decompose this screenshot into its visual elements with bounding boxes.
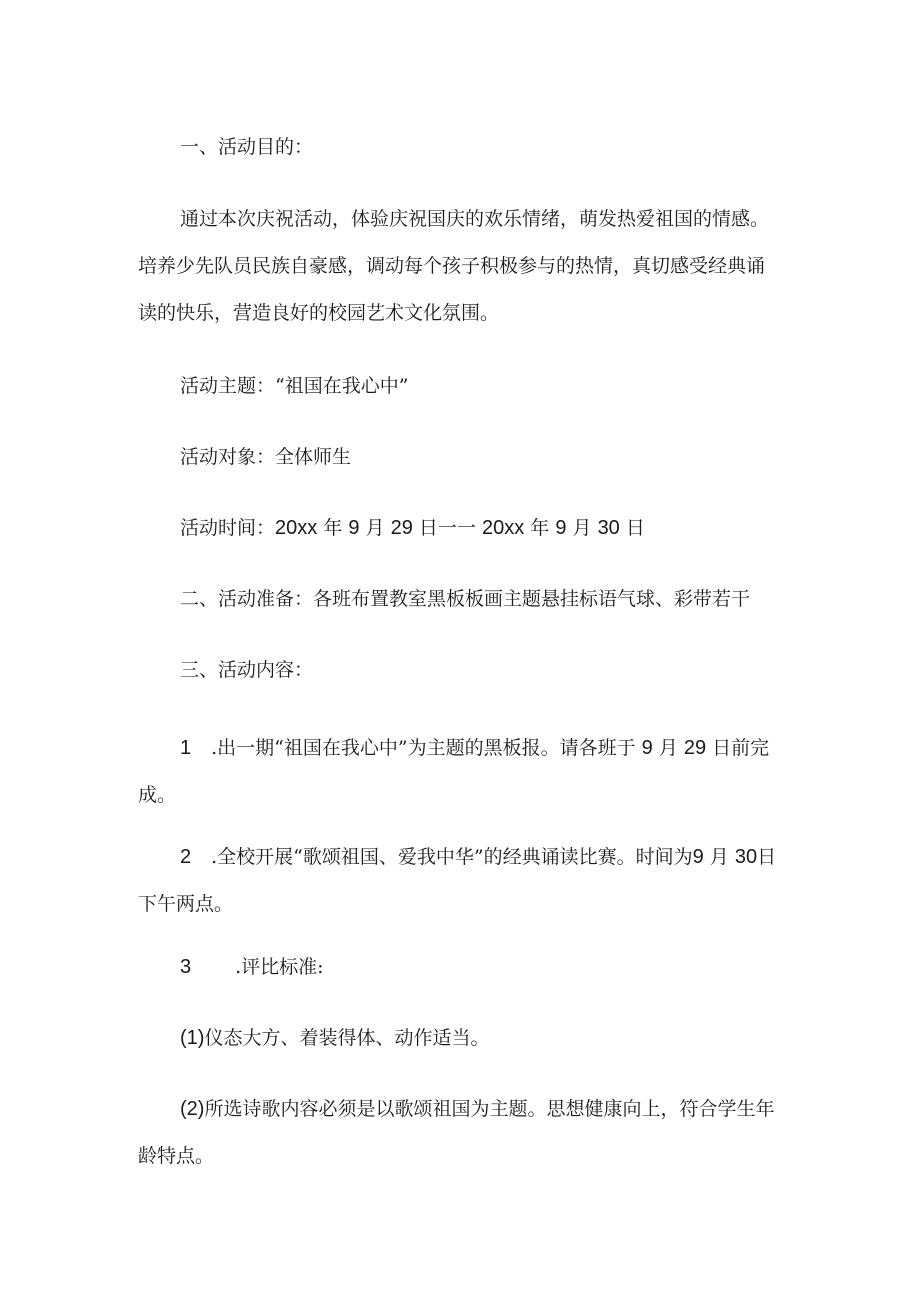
- item-1-text-a: .出一期“祖国在我心中”为主题的黑板报。请各班于: [211, 737, 636, 759]
- time-start-day: 29: [390, 517, 413, 539]
- item-2-text-b: 月: [709, 846, 729, 868]
- theme-line: [138, 363, 780, 410]
- item-2-month: 9: [692, 846, 704, 868]
- item-2: [138, 834, 780, 928]
- item-1: [138, 725, 780, 819]
- time-end-day: 30: [597, 517, 620, 539]
- time-part5: 月: [572, 517, 592, 539]
- time-part4: 年: [530, 517, 550, 539]
- time-part3: 日一一: [418, 517, 476, 539]
- section3-heading-text: 三、活动内容：: [180, 659, 314, 681]
- item-1-text-b: 月: [658, 737, 678, 759]
- criteria-1-marker: (1): [180, 1027, 205, 1049]
- item-2-day: 30: [734, 846, 758, 868]
- item-1-day: 29: [683, 737, 707, 759]
- item-1-month: 9: [641, 737, 653, 759]
- item-1-number: 1: [180, 737, 192, 759]
- purpose-text: 通过本次庆祝活动，体验庆祝国庆的欢乐情绪，萌发热爱祖国的情感。培养少先队员民族自豪感，调动每个孩子积极参与的热情，真切感受经典诵读的快乐，营造良好的校园艺术文化氛围。: [138, 208, 770, 324]
- time-part2: 月: [365, 517, 385, 539]
- item-3-text: .评比标准:: [235, 956, 324, 978]
- section2-text: 二、活动准备：各班布置教室黑板板画主题悬挂标语气球、彩带若干: [180, 588, 751, 610]
- section1-heading: [138, 124, 780, 171]
- time-label: 活动时间：: [180, 517, 276, 539]
- criteria-1-text: 仪态大方、着装得体、动作适当。: [204, 1027, 490, 1049]
- time-part1: 年: [323, 517, 343, 539]
- time-end-year: 20xx: [481, 517, 525, 539]
- item-2-number: 2: [180, 846, 192, 868]
- section1-heading-text: 一、活动目的：: [180, 136, 314, 158]
- section2-line: [138, 576, 780, 623]
- item-2-text-c: 日下午两点。: [138, 846, 777, 915]
- time-end-month: 9: [555, 517, 567, 539]
- purpose-paragraph: [138, 196, 780, 337]
- criteria-1: [138, 1015, 780, 1062]
- item-2-text-a: .全校开展“歌颂祖国、爱我中华”的经典诵读比赛。时间为: [211, 846, 693, 868]
- criteria-2: [138, 1086, 780, 1180]
- item-1-text-c: 日前完成。: [138, 737, 770, 806]
- time-line: [138, 505, 780, 552]
- criteria-2-text: 所选诗歌内容必须是以歌颂祖国为主题。思想健康向上，符合学生年龄特点。: [138, 1098, 775, 1167]
- theme-text: 活动主题：“祖国在我心中”: [180, 375, 409, 397]
- time-start-month: 9: [348, 517, 360, 539]
- target-text: 活动对象：全体师生: [180, 446, 352, 468]
- item-3-number: 3: [180, 956, 192, 978]
- section3-heading: [138, 647, 780, 694]
- target-line: [138, 434, 780, 481]
- time-part6: 日: [625, 517, 645, 539]
- time-start-year: 20xx: [275, 517, 318, 539]
- criteria-2-marker: (2): [180, 1098, 205, 1120]
- item-3: [138, 944, 780, 991]
